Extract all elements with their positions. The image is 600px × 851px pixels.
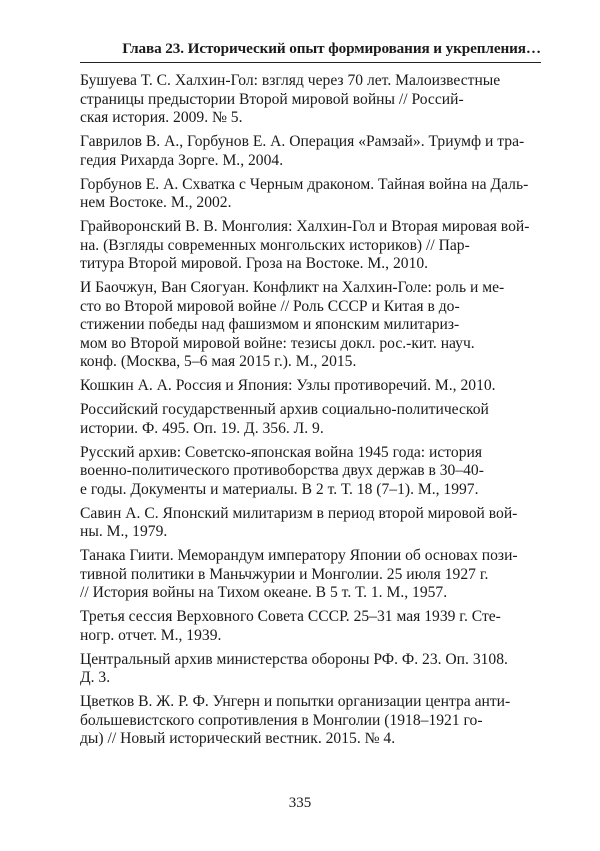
reference-entry xyxy=(80,608,541,645)
running-header xyxy=(80,38,541,63)
page-number: 335 xyxy=(288,795,312,811)
reference-line: Грайворонский В. В. Монголия: Халхин-Гол и Вторая мировая вой- xyxy=(80,218,530,235)
reference-line: Кошкин А. А. Россия и Япония: Узлы противоречий. М., 2010. xyxy=(80,377,496,394)
reference-line: страницы предыстории Второй мировой войны // Россий- xyxy=(80,90,464,108)
reference-line: военно-политического противоборства двух держав в 30–40- xyxy=(80,462,484,479)
reference-entry xyxy=(80,547,541,603)
reference-line: Бушуева Т. С. Халхин-Гол: взгляд через 70 лет. Малоизвестные xyxy=(80,72,501,89)
reference-entry xyxy=(80,651,541,688)
reference-entry xyxy=(80,693,541,749)
reference-line: титура Второй мировой. Гроза на Востоке. М., 2010. xyxy=(80,255,429,272)
reference-entry xyxy=(80,444,541,500)
reference-line: Российский государственный архив социально-политической xyxy=(80,401,489,418)
reference-line: ская история. 2009. № 5. xyxy=(80,109,243,126)
reference-line: нем Востоке. М., 2002. xyxy=(80,194,232,211)
running-title: Глава 23. Исторический опыт формирования и укрепления… xyxy=(122,40,541,57)
reference-line: е годы. Документы и материалы. В 2 т. Т. 18 (7–1). М., 1997. xyxy=(80,480,479,498)
reference-line: Центральный архив министерства обороны РФ. Ф. 23. Оп. 3108. xyxy=(80,650,508,668)
reference-line: Танака Гиити. Меморандум императору Японии об основах пози- xyxy=(80,547,518,564)
reference-line: ногр. отчет. М., 1939. xyxy=(80,626,222,644)
reference-entry xyxy=(80,218,541,274)
reference-line: Третья сессия Верховного Совета СССР. 25–31 мая 1939 г. Сте- xyxy=(80,608,501,625)
reference-line: И Баочжун, Ван Сяогуан. Конфликт на Халхин-Голе: роль и ме- xyxy=(80,279,505,296)
reference-line: на. (Взгляды современных монгольских историков) // Пар- xyxy=(80,236,470,254)
reference-line: Савин А. С. Японский милитаризм в период второй мировой вой- xyxy=(80,504,518,522)
reference-entry xyxy=(80,176,541,213)
reference-line: тивной политики в Маньчжурии и Монголии. 25 июля 1927 г. xyxy=(80,565,489,583)
reference-entry xyxy=(80,505,541,542)
reference-entry xyxy=(80,401,541,438)
reference-line: мом во Второй мировой войне: тезисы докл. рос.-кит. науч. xyxy=(80,334,475,352)
reference-line: ды) // Новый исторический вестник. 2015. № 4. xyxy=(80,730,396,747)
reference-line: Гаврилов В. А., Горбунов Е. А. Операция «Рамзай». Триумф и тра- xyxy=(80,133,525,150)
reference-line: Русский архив: Советско-японская война 1945 года: история xyxy=(80,443,483,461)
reference-entry xyxy=(80,133,541,170)
reference-line: стижении победы над фашизмом и японским милитариз- xyxy=(80,316,460,333)
reference-line: гедия Рихарда Зорге. М., 2004. xyxy=(80,151,284,169)
reference-list xyxy=(80,72,541,754)
reference-line: Цветков В. Ж. Р. Ф. Унгерн и попытки организации центра анти- xyxy=(80,693,511,710)
reference-line: // История войны на Тихом океане. В 5 т. Т. 1. М., 1957. xyxy=(80,584,448,601)
reference-line: истории. Ф. 495. Оп. 19. Д. 356. Л. 9. xyxy=(80,419,324,437)
reference-line: ны. М., 1979. xyxy=(80,523,168,540)
reference-line: Д. 3. xyxy=(80,669,111,686)
reference-line: большевистского сопротивления в Монголии (1918–1921 го- xyxy=(80,711,483,729)
reference-line: конф. (Москва, 5–6 мая 2015 г.). М., 2015. xyxy=(80,353,357,370)
reference-line: Горбунов Е. А. Схватка с Черным драконом. Тайная война на Даль- xyxy=(80,175,529,193)
reference-entry xyxy=(80,377,541,396)
reference-entry xyxy=(80,72,541,128)
reference-line: сто во Второй мировой войне // Роль СССР и Китая в до- xyxy=(80,297,460,315)
reference-entry xyxy=(80,279,541,372)
